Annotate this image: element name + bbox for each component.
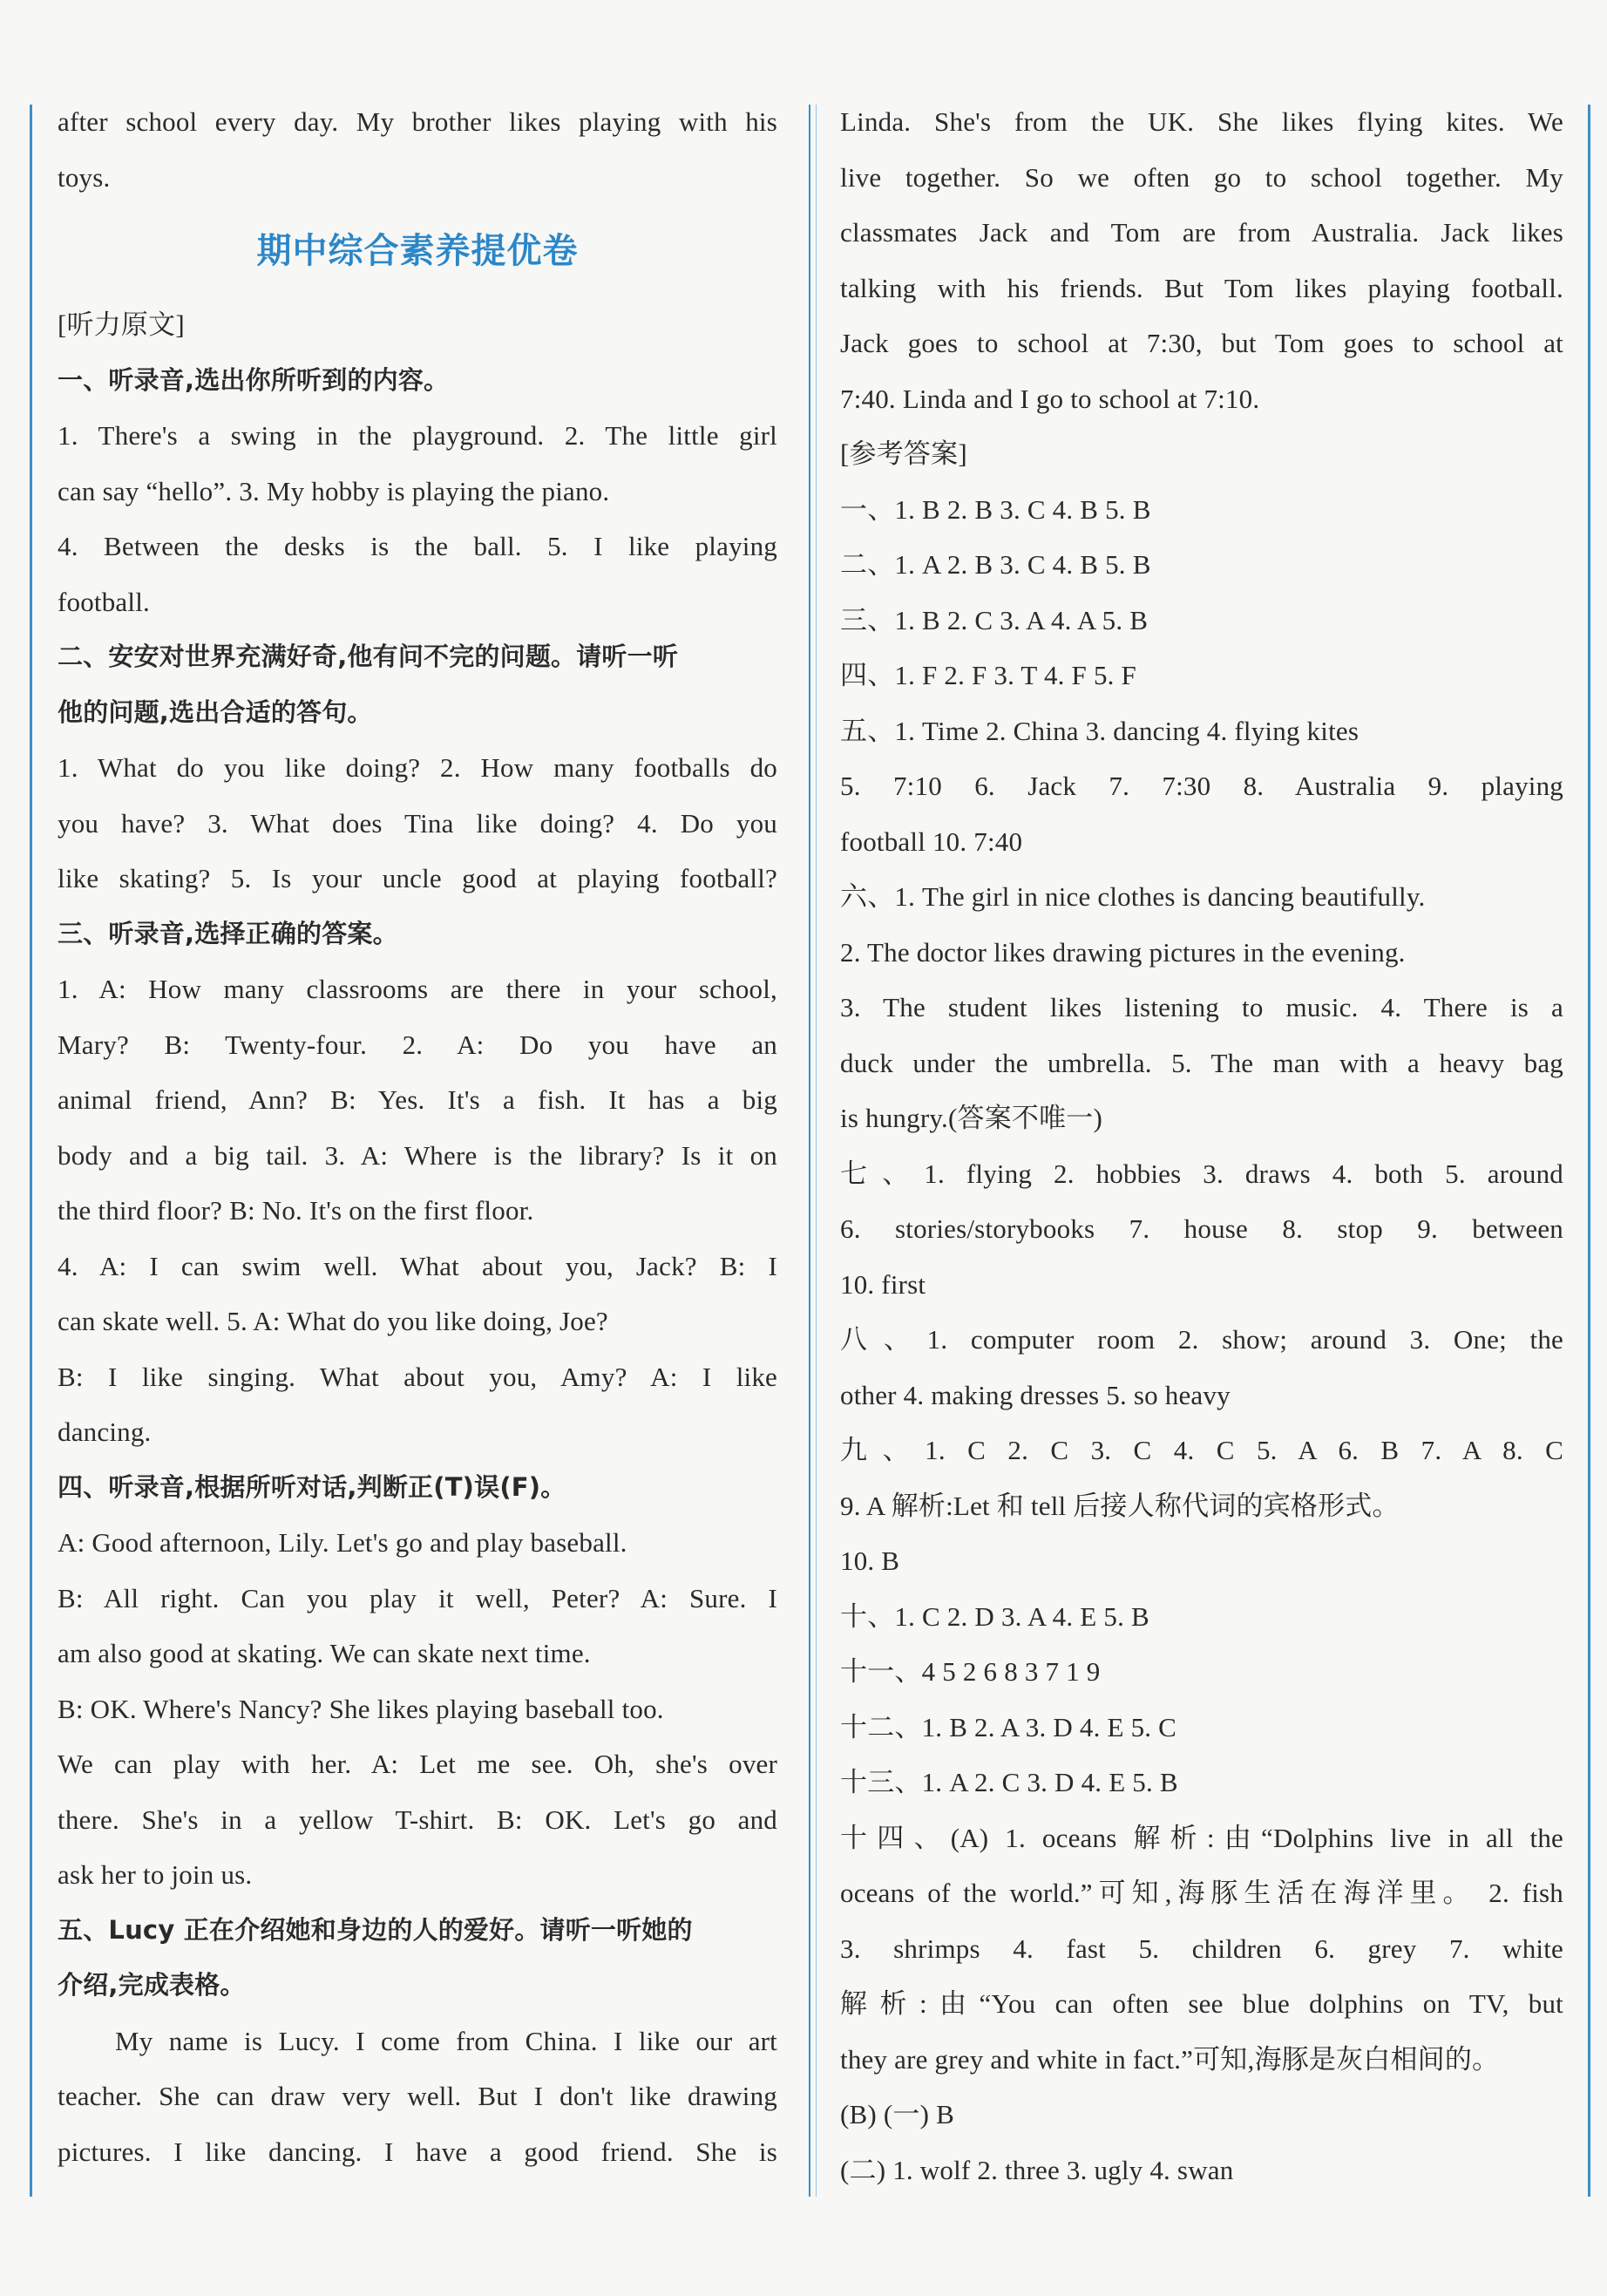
text-line: the third floor? B: No. It's on the first floor. <box>58 1195 534 1226</box>
question-heading: 二、安安对世界充满好奇,他有问不完的问题。请听一听 <box>58 642 679 671</box>
answer-line: 6. stories/storybooks 7. house 8. stop 9. between <box>840 1213 1563 1244</box>
answer-line: 10. B <box>840 1545 900 1576</box>
text-line: 4. Between the desks is the ball. 5. I like playing <box>58 531 777 561</box>
text-line: B: OK. Where's Nancy? She likes playing baseball too. <box>58 1693 664 1724</box>
text-line: am also good at skating. We can skate next time. <box>58 1638 591 1668</box>
text-line: football. <box>58 586 150 617</box>
answer-line: football 10. 7:40 <box>840 825 1023 857</box>
answer-line: 5. 7:10 6. Jack 7. 7:30 8. Australia 9. playing <box>840 771 1563 801</box>
answer-line: 七、1. flying 2. hobbies 3. draws 4. both 5. around <box>840 1158 1563 1189</box>
text-line: can say “hello”. 3. My hobby is playing the piano. <box>58 475 610 506</box>
question-heading: 五、Lucy 正在介绍她和身边的人的爱好。请听一听她的 <box>58 1914 693 1945</box>
question-heading: 一、听录音,选出你所听到的内容。 <box>58 364 450 395</box>
text-line: you have? 3. What does Tina like doing? 4. Do you <box>58 807 777 839</box>
section-heading: [听力原文] <box>58 309 185 340</box>
answer-line: 三、1. B 2. C 3. A 4. A 5. B <box>840 604 1149 635</box>
text-line: B: I like singing. What about you, Amy? A: I like <box>58 1361 777 1392</box>
answer-line: 十、1. C 2. D 3. A 4. E 5. B <box>840 1600 1149 1632</box>
answer-line: oceans of the world.”可知,海豚生活在海洋里。 2. fish <box>840 1878 1563 1908</box>
answer-line: 四、1. F 2. F 3. T 4. F 5. F <box>840 660 1136 690</box>
text-line: B: All right. Can you play it well, Peter? A: Sure. I <box>58 1582 777 1613</box>
answer-line: (二) 1. wolf 2. three 3. ugly 4. swan <box>840 2154 1234 2185</box>
text-line: animal friend, Ann? B: Yes. It's a fish. It has a big <box>58 1084 777 1115</box>
question-heading: 三、听录音,选择正确的答案。 <box>58 918 398 948</box>
right-column <box>840 94 1563 2198</box>
answer-line: (B) (一) B <box>840 2099 954 2130</box>
answer-line: 九、1. C 2. C 3. C 4. C 5. A 6. B 7. A 8. C <box>840 1435 1563 1465</box>
text-line: classmates Jack and Tom are from Australia. Jack likes <box>840 217 1563 248</box>
text-line: We can play with her. A: Let me see. Oh, she's over <box>58 1749 777 1779</box>
answer-line: 十一、4 5 2 6 8 3 7 1 9 <box>840 1656 1101 1687</box>
text-line: ask her to join us. <box>58 1859 253 1890</box>
text-line: 1. There's a swing in the playground. 2. The little girl <box>58 420 777 451</box>
answer-line: duck under the umbrella. 5. The man with a heavy bag <box>840 1047 1563 1078</box>
text-line: after school every day. My brother likes playing with his <box>58 106 777 137</box>
section-heading: [参考答案] <box>840 438 967 469</box>
text-line: teacher. She can draw very well. But I don't like drawing <box>58 2081 777 2111</box>
text-line: body and a big tail. 3. A: Where is the library? Is it on <box>58 1139 777 1171</box>
text-line: 1. A: How many classrooms are there in your school, <box>58 974 777 1004</box>
answer-line: 五、1. Time 2. China 3. dancing 4. flying kites <box>840 715 1360 746</box>
answer-line: 一、1. B 2. B 3. C 4. B 5. B <box>840 493 1151 525</box>
text-line: Jack goes to school at 7:30, but Tom goes to school at <box>840 328 1563 358</box>
left-border-rule <box>30 105 32 2197</box>
answer-line: 3. The student likes listening to music. 4. There is a <box>840 992 1563 1022</box>
question-heading: 四、听录音,根据所听对话,判断正(T)误(F)。 <box>58 1471 566 1502</box>
text-line: Mary? B: Twenty-four. 2. A: Do you have an <box>58 1029 777 1060</box>
answer-line: 十四、(A) 1. oceans 解析:由“Dolphins live in all the <box>840 1822 1563 1853</box>
question-heading: 他的问题,选出合适的答句。 <box>58 696 373 727</box>
answer-line: 六、1. The girl in nice clothes is dancing beautifully. <box>840 881 1426 912</box>
answer-line: is hungry.(答案不唯一) <box>840 1103 1103 1133</box>
right-border-rule <box>1588 105 1590 2197</box>
answer-line: 9. A 解析:Let 和 tell 后接人称代词的宾格形式。 <box>840 1490 1400 1521</box>
text-line: A: Good afternoon, Lily. Let's go and play baseball. <box>58 1527 627 1558</box>
text-line: live together. So we often go to school together. My <box>840 161 1563 193</box>
text-line: pictures. I like dancing. I have a good friend. She is <box>58 2136 777 2167</box>
answer-line: 十三、1. A 2. C 3. D 4. E 5. B <box>840 1767 1178 1797</box>
question-heading: 介绍,完成表格。 <box>58 1970 246 2000</box>
answer-line: 3. shrimps 4. fast 5. children 6. grey 7. white <box>840 1933 1563 1964</box>
text-line: 1. What do you like doing? 2. How many footballs do <box>58 752 777 783</box>
answer-line: they are grey and white in fact.”可知,海豚是灰白相间的。 <box>840 2043 1500 2075</box>
text-line: toys. <box>58 161 111 193</box>
left-column <box>58 94 777 2179</box>
text-line: 4. A: I can swim well. What about you, Jack? B: I <box>58 1250 777 1281</box>
text-line: there. She's in a yellow T-shirt. B: OK. Let's go and <box>58 1804 777 1835</box>
answer-line: 二、1. A 2. B 3. C 4. B 5. B <box>840 549 1151 580</box>
text-line: My name is Lucy. I come from China. I like our art <box>115 2025 777 2056</box>
text-line: like skating? 5. Is your uncle good at playing football? <box>58 863 777 893</box>
answer-line: 2. The doctor likes drawing pictures in the evening. <box>840 936 1406 968</box>
answer-line: 10. first <box>840 1268 926 1300</box>
text-line: dancing. <box>58 1416 152 1447</box>
answer-line: 十二、1. B 2. A 3. D 4. E 5. C <box>840 1711 1177 1742</box>
answer-line: 八、1. computer room 2. show; around 3. One; the <box>840 1324 1563 1355</box>
section-title: 期中综合素养提优卷 <box>256 231 579 271</box>
answer-line: other 4. making dresses 5. so heavy <box>840 1379 1231 1410</box>
text-line: Linda. She's from the UK. She likes flying kites. We <box>840 106 1563 137</box>
column-divider-thin <box>816 105 817 2197</box>
answer-line: 解析:由“You can often see blue dolphins on TV, but <box>840 1988 1563 2019</box>
text-line: 7:40. Linda and I go to school at 7:10. <box>840 383 1260 414</box>
text-line: can skate well. 5. A: What do you like doing, Joe? <box>58 1306 608 1336</box>
text-line: talking with his friends. But Tom likes playing football. <box>840 272 1563 303</box>
column-divider <box>809 105 810 2197</box>
